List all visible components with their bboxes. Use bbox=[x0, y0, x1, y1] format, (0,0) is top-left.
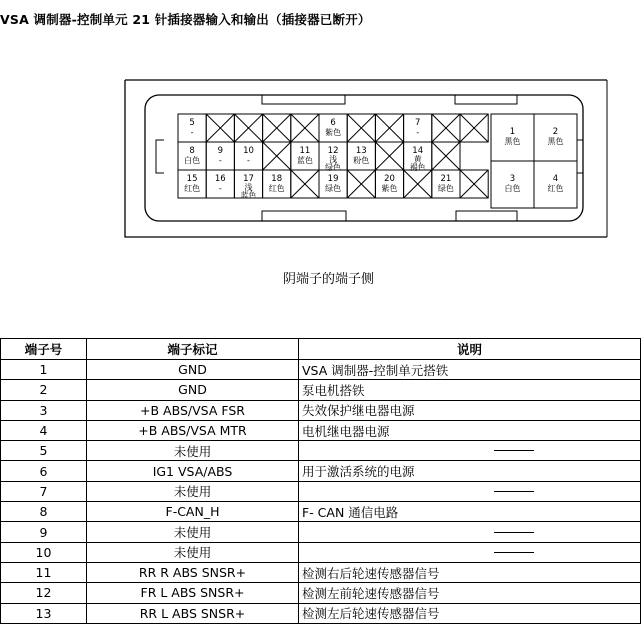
pin-number: 17 bbox=[243, 174, 254, 184]
terminal-label: 未使用 bbox=[87, 542, 299, 562]
pin-number: 14 bbox=[412, 146, 424, 156]
pin-color: 绿色 bbox=[437, 184, 454, 193]
pin-color: 白色 bbox=[504, 184, 521, 193]
pin-color: 蓝色 bbox=[296, 156, 313, 165]
terminal-description bbox=[299, 542, 641, 562]
table-row bbox=[1, 461, 641, 481]
pin-color: 绿色 bbox=[325, 184, 342, 193]
terminal-label: RR R ABS SNSR+ bbox=[87, 562, 299, 582]
terminal-label: 未使用 bbox=[87, 481, 299, 501]
terminal-label: GND bbox=[87, 360, 299, 380]
terminal-number: 12 bbox=[1, 583, 87, 603]
pin-number: 2 bbox=[552, 127, 559, 137]
terminal-description bbox=[299, 481, 641, 501]
empty-dash bbox=[494, 532, 534, 533]
header-description: 说明 bbox=[299, 339, 641, 360]
table-row bbox=[1, 522, 641, 542]
pin-color: - bbox=[218, 184, 222, 193]
pin-number: 7 bbox=[414, 118, 421, 128]
terminal-label: +B ABS/VSA FSR bbox=[87, 400, 299, 420]
terminal-label: 未使用 bbox=[87, 441, 299, 461]
table-row bbox=[1, 542, 641, 562]
pin-color: 浅 bbox=[329, 155, 338, 164]
terminal-number: 6 bbox=[1, 461, 87, 481]
pin-color: 褐色 bbox=[409, 163, 426, 172]
pin-number: 10 bbox=[243, 146, 254, 156]
pin-color: - bbox=[190, 128, 194, 137]
terminal-description bbox=[299, 522, 641, 542]
terminal-number: 3 bbox=[1, 400, 87, 420]
terminal-label: RR L ABS SNSR+ bbox=[87, 603, 299, 623]
terminal-description: 失效保护继电器电源 bbox=[299, 400, 641, 420]
header-terminal-label: 端子标记 bbox=[87, 339, 299, 360]
terminal-number: 8 bbox=[1, 502, 87, 522]
pin-color: 红色 bbox=[184, 184, 201, 193]
terminal-description: 电机继电器电源 bbox=[299, 420, 641, 440]
diagram-caption: 阴端子的端子侧 bbox=[282, 272, 374, 287]
connector-diagram bbox=[0, 0, 607, 300]
terminal-label: +B ABS/VSA MTR bbox=[87, 420, 299, 440]
pin-number: 13 bbox=[355, 146, 367, 156]
terminal-label: FR L ABS SNSR+ bbox=[87, 583, 299, 603]
pin-color: 红色 bbox=[268, 184, 285, 193]
table-row bbox=[1, 441, 641, 461]
terminal-number: 1 bbox=[1, 360, 87, 380]
terminal-description: VSA 调制器-控制单元搭铁 bbox=[299, 360, 641, 380]
terminal-number: 9 bbox=[1, 522, 87, 542]
terminal-number: 13 bbox=[1, 603, 87, 623]
terminal-number: 11 bbox=[1, 562, 87, 582]
pin-color: 黄 bbox=[413, 155, 422, 164]
pin-number: 4 bbox=[552, 174, 559, 184]
terminal-label: GND bbox=[87, 380, 299, 400]
table-row bbox=[1, 583, 641, 603]
pin-number: 21 bbox=[440, 174, 452, 184]
terminal-number: 10 bbox=[1, 542, 87, 562]
pin-number: 3 bbox=[509, 174, 516, 184]
pin-color: 紫色 bbox=[381, 184, 398, 193]
pin-number: 18 bbox=[271, 174, 283, 184]
terminal-number: 2 bbox=[1, 380, 87, 400]
terminal-number: 5 bbox=[1, 441, 87, 461]
terminal-number: 4 bbox=[1, 420, 87, 440]
terminal-label: 未使用 bbox=[87, 522, 299, 542]
terminal-description: 检测左后轮速传感器信号 bbox=[299, 603, 641, 623]
terminal-number: 7 bbox=[1, 481, 87, 501]
terminal-description bbox=[299, 441, 641, 461]
terminal-label: IG1 VSA/ABS bbox=[87, 461, 299, 481]
pin-number: 16 bbox=[214, 174, 226, 184]
pin-number: 20 bbox=[384, 174, 395, 184]
pin-number: 5 bbox=[189, 118, 195, 128]
table-row bbox=[1, 420, 641, 440]
pin-number: 11 bbox=[299, 146, 311, 156]
pin-color: 紫色 bbox=[325, 128, 342, 137]
table-row bbox=[1, 481, 641, 501]
pin-number: 9 bbox=[217, 146, 224, 156]
pin-number: 15 bbox=[186, 174, 198, 184]
pin-color: 白色 bbox=[184, 156, 201, 165]
terminal-description: F- CAN 通信电路 bbox=[299, 502, 641, 522]
pin-number: 1 bbox=[509, 127, 516, 137]
table-row bbox=[1, 380, 641, 400]
pin-color: 黑色 bbox=[504, 137, 521, 146]
terminal-description: 用于激活系统的电源 bbox=[299, 461, 641, 481]
pin-color: 红色 bbox=[547, 184, 564, 193]
table-header-row bbox=[1, 339, 641, 360]
pin-color: 黑色 bbox=[547, 137, 564, 146]
empty-dash bbox=[494, 491, 534, 492]
pin-color: 浅 bbox=[244, 183, 253, 192]
pin-number: 6 bbox=[330, 118, 336, 128]
terminal-description: 泵电机搭铁 bbox=[299, 380, 641, 400]
table-row bbox=[1, 360, 641, 380]
pin-color: 绿色 bbox=[325, 163, 342, 172]
pin-color: - bbox=[416, 128, 420, 137]
pin-number: 19 bbox=[327, 174, 339, 184]
header-terminal-number: 端子号 bbox=[1, 339, 87, 360]
table-row bbox=[1, 603, 641, 623]
table-row bbox=[1, 562, 641, 582]
empty-dash bbox=[494, 450, 534, 451]
pin-number: 12 bbox=[327, 146, 339, 156]
page-title: VSA 调制器-控制单元 21 针插接器输入和输出（插接器已断开） bbox=[0, 12, 371, 27]
empty-dash bbox=[494, 552, 534, 553]
pin-color: 蓝色 bbox=[240, 191, 257, 200]
table-row bbox=[1, 400, 641, 420]
pin-table bbox=[0, 338, 641, 624]
pin-color: - bbox=[218, 156, 222, 165]
power-pin-grid bbox=[491, 114, 577, 208]
pin-color: 粉色 bbox=[353, 156, 370, 165]
terminal-description: 检测左前轮速传感器信号 bbox=[299, 583, 641, 603]
terminal-description: 检测右后轮速传感器信号 bbox=[299, 562, 641, 582]
pin-color: - bbox=[247, 156, 250, 165]
table-row bbox=[1, 502, 641, 522]
pin-number: 8 bbox=[189, 146, 195, 156]
terminal-label: F-CAN_H bbox=[87, 502, 299, 522]
